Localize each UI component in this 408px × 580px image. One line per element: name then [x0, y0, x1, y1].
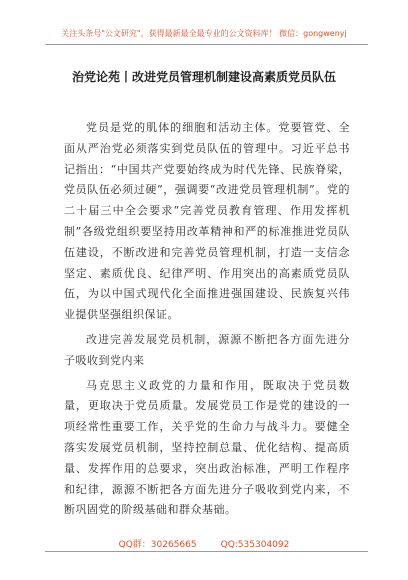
header-divider	[45, 44, 368, 45]
page-header	[0, 28, 408, 39]
section-heading: 改进完善发展党员机制，源源不断把各方面先进分子吸收到党内来	[64, 332, 350, 367]
footer-qq: QQ:535304092	[220, 540, 290, 550]
header-promo-text: 关注头条号"公文研究"，获得最新最全最专业的公文资料库！ 微信：gongwenyj	[61, 29, 347, 38]
footer-divider	[45, 551, 368, 552]
document-body	[64, 118, 350, 525]
page-footer	[0, 537, 408, 550]
footer-qq-group: QQ群：30265665	[118, 540, 197, 550]
body-paragraph-2: 马克思主义政党的力量和作用，既取决于党员数量，更取决于党员质量。发展党员工作是党的建设的一项经常性重要工作，关乎党的生命力与战斗力。要健全落实发展党员机制，坚持控制总量、优化结构、提高质量、发挥作用的总要求，突出政治标准，严明工作程序和纪律，源源不断把各方面先进分子吸收到党内来，不断巩固党的阶级基础和群众基础。	[64, 378, 350, 517]
body-paragraph-1: 党员是党的肌体的细胞和活动主体。党要管党、全面从严治党必须落实到党员队伍的管理中。习近平总书记指出：“中国共产党要始终成为时代先锋、民族脊梁，党员队伍必须过硬”，强调要“改进党员管理机制”。党的二十届三中全会要求“完善党员教育管理、作用发挥机制”各级党组织要坚持用改革精神和严的标准推进党员队伍建设，不断改进和完善党员管理机制，打造一支信念坚定、素质优良、纪律严明、作用突出的高素质党员队伍，为以中国式现代化全面推进强国建设、民族复兴伟业提供坚强组织保证。	[64, 121, 350, 322]
document-title: 治党论苑丨改进党员管理机制建设高素质党员队伍	[71, 70, 336, 84]
